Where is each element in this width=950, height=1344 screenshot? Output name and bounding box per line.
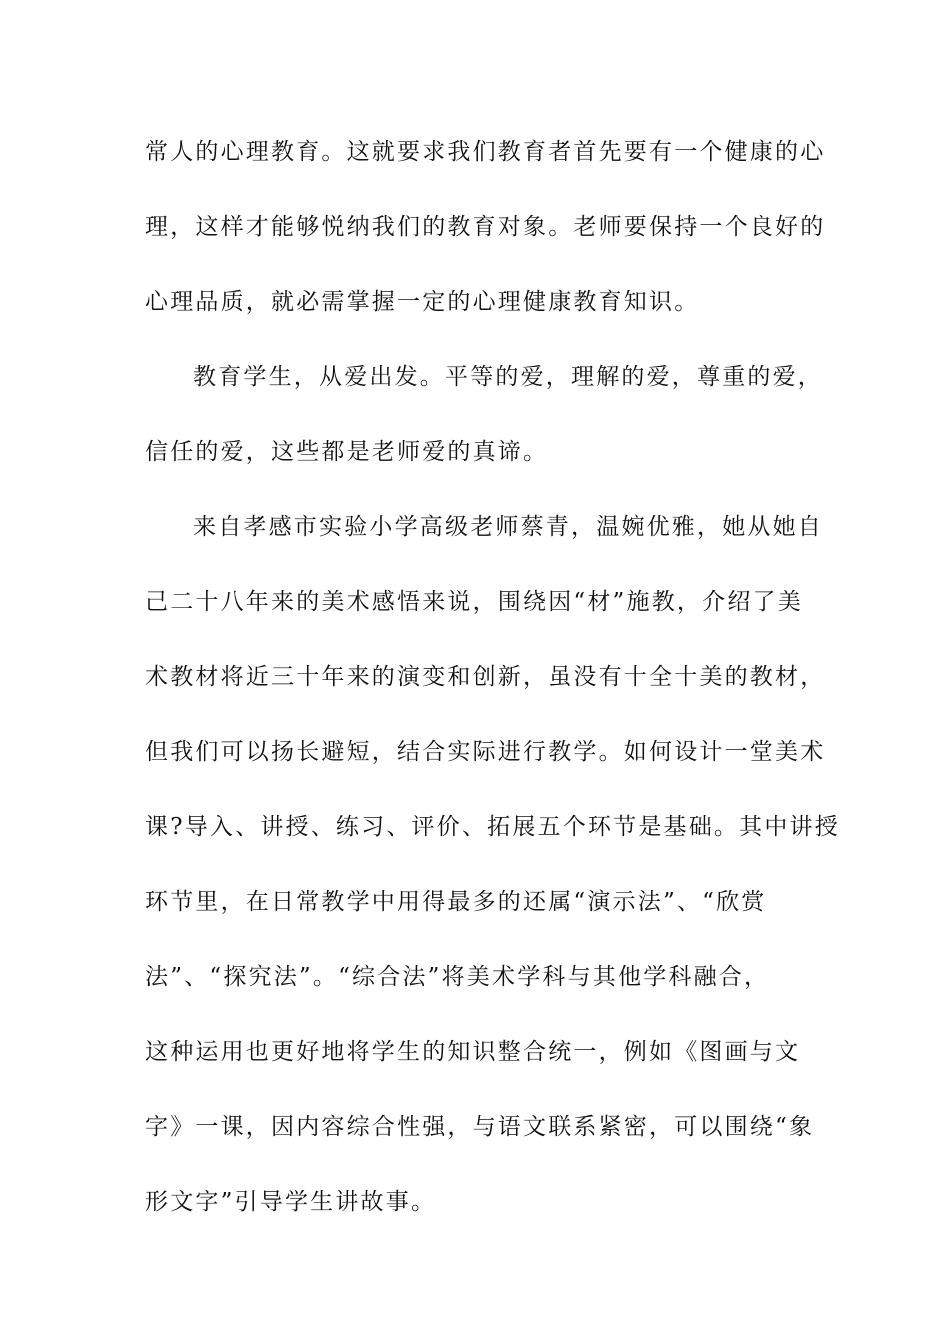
text-line: 理，这样才能够悦纳我们的教育对象。老师要保持一个良好的 bbox=[145, 214, 826, 240]
text-line: 心理品质，就必需掌握一定的心理健康教育知识。 bbox=[145, 289, 700, 315]
text-line: 这种运用也更好地将学生的知识整合统一，例如《图画与文 bbox=[145, 1039, 801, 1065]
text-line: 形文字”引导学生讲故事。 bbox=[145, 1189, 437, 1215]
text-line: 环节里，在日常教学中用得最多的还属“演示法”、“欣赏 bbox=[145, 889, 767, 915]
paragraph-start-line: 教育学生，从爱出发。平等的爱，理解的爱，尊重的爱， bbox=[193, 364, 823, 390]
text-line: 但我们可以扬长避短，结合实际进行教学。如何设计一堂美术 bbox=[145, 739, 826, 765]
text-line: 法”、“探究法”。“综合法”将美术学科与其他学科融合， bbox=[145, 964, 770, 990]
text-line: 课?导入、讲授、练习、评价、拓展五个环节是基础。其中讲授 bbox=[145, 814, 840, 840]
text-line: 常人的心理教育。这就要求我们教育者首先要有一个健康的心 bbox=[145, 139, 826, 165]
paragraph-start-line: 来自孝感市实验小学高级老师蔡青，温婉优雅，她从她自 bbox=[193, 514, 823, 540]
text-line: 术教材将近三十年来的演变和创新，虽没有十全十美的教材， bbox=[145, 664, 826, 690]
text-line: 己二十八年来的美术感悟来说，围绕因“材”施教，介绍了美 bbox=[145, 589, 803, 615]
text-line: 字》一课，因内容综合性强，与语文联系紧密，可以围绕“象 bbox=[145, 1114, 815, 1140]
text-line: 信任的爱，这些都是老师爱的真谛。 bbox=[145, 439, 549, 465]
